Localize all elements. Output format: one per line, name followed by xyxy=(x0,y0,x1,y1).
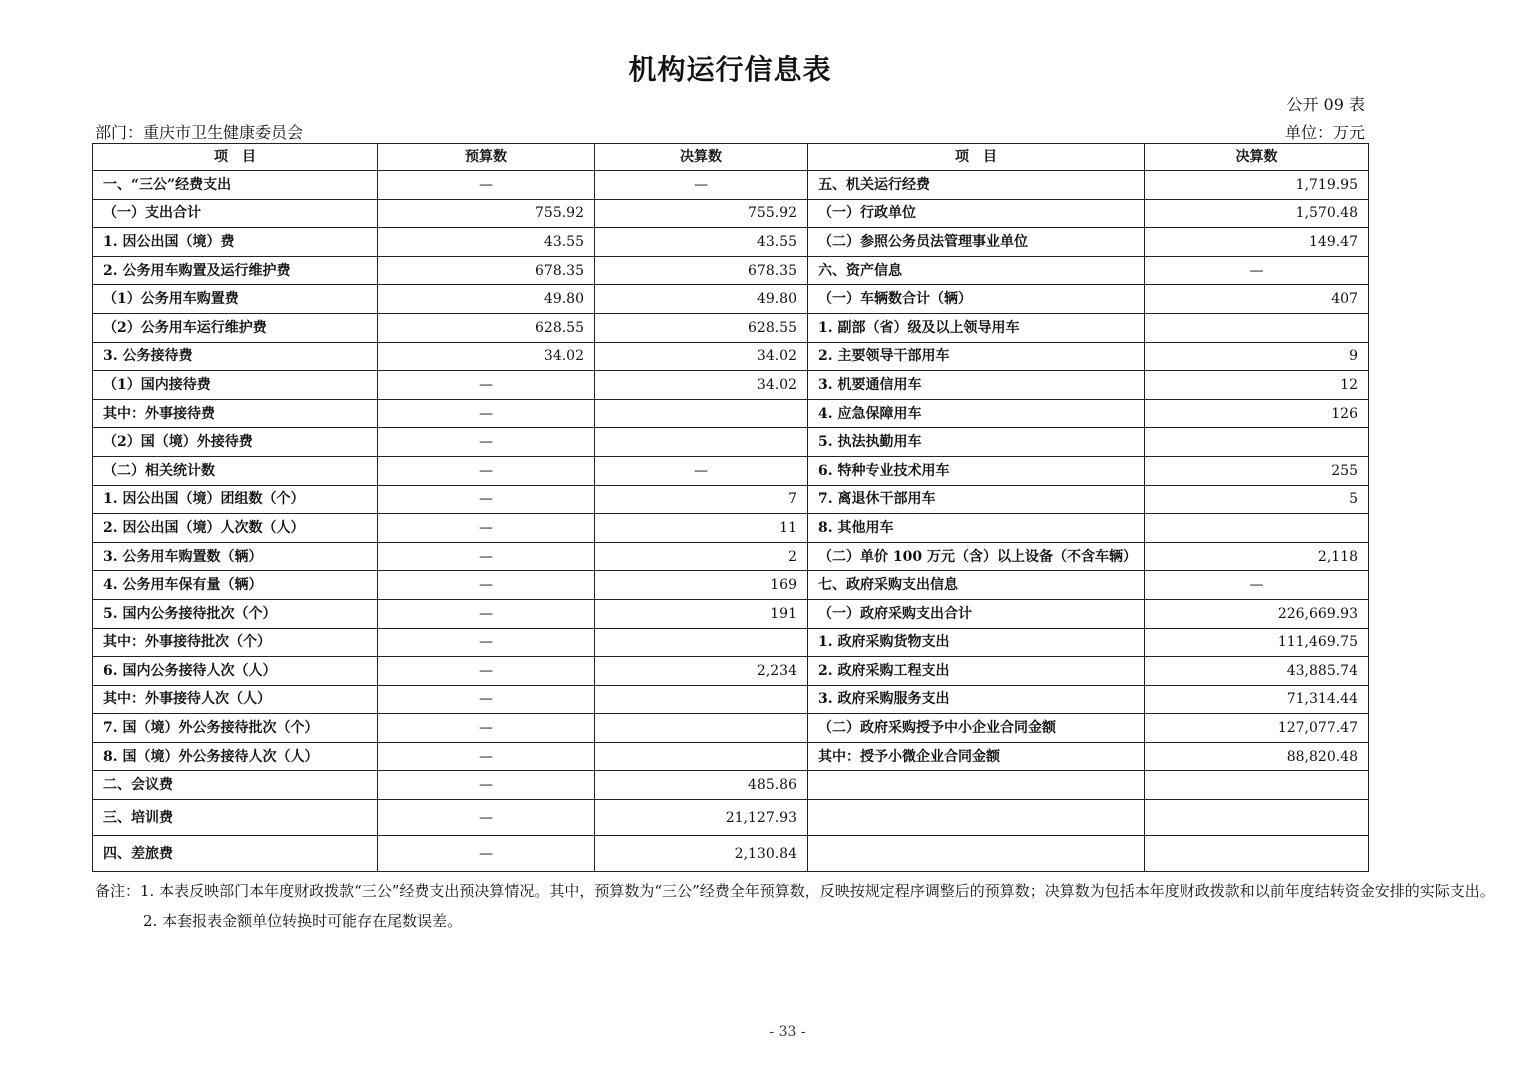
table-row xyxy=(93,371,1369,400)
budget-cell: — xyxy=(378,628,595,657)
page-number: - 33 - xyxy=(769,1024,806,1040)
final-left-cell: — xyxy=(595,171,808,200)
table-row xyxy=(93,256,1369,285)
final-right-cell xyxy=(1145,514,1369,543)
item-right-cell: 5. 执法执勤用车 xyxy=(808,428,1145,457)
budget-cell: — xyxy=(378,571,595,600)
header-budget: 预算数 xyxy=(378,144,595,171)
table-row xyxy=(93,771,1369,800)
budget-cell: — xyxy=(378,485,595,514)
item-left-cell: 其中：外事接待费 xyxy=(93,399,378,428)
table-row xyxy=(93,199,1369,228)
header-item-left: 项 目 xyxy=(93,144,378,171)
item-right-cell: 六、资产信息 xyxy=(808,256,1145,285)
item-left-cell: 5. 国内公务接待批次（个） xyxy=(93,599,378,628)
final-right-cell: 126 xyxy=(1145,399,1369,428)
table-row xyxy=(93,685,1369,714)
table-number: 公开 09 表 xyxy=(1286,95,1365,114)
budget-cell: 34.02 xyxy=(378,342,595,371)
final-left-cell: — xyxy=(595,456,808,485)
note-2: 2. 本套报表金额单位转换时可能存在尾数误差。 xyxy=(143,912,463,930)
item-left-cell: 一、“三公”经费支出 xyxy=(93,171,378,200)
final-right-cell: 255 xyxy=(1145,456,1369,485)
final-right-cell: 43,885.74 xyxy=(1145,657,1369,686)
item-left-cell: （1）国内接待费 xyxy=(93,371,378,400)
notes xyxy=(95,876,1505,936)
final-left-cell: 2,234 xyxy=(595,657,808,686)
final-left-cell: 2,130.84 xyxy=(595,836,808,872)
budget-cell: — xyxy=(378,599,595,628)
table-header-row xyxy=(93,144,1369,171)
final-right-cell xyxy=(1145,800,1369,836)
budget-cell: 43.55 xyxy=(378,228,595,257)
unit-label: 单位：万元 xyxy=(1284,123,1365,142)
final-right-cell: — xyxy=(1145,571,1369,600)
item-left-cell: （2）公务用车运行维护费 xyxy=(93,313,378,342)
item-right-cell: 七、政府采购支出信息 xyxy=(808,571,1145,600)
item-left-cell: 1. 因公出国（境）团组数（个） xyxy=(93,485,378,514)
header-item-right: 项 目 xyxy=(808,144,1145,171)
final-left-cell xyxy=(595,399,808,428)
final-left-cell: 11 xyxy=(595,514,808,543)
final-left-cell: 191 xyxy=(595,599,808,628)
final-right-cell: 149.47 xyxy=(1145,228,1369,257)
item-right-cell: 4. 应急保障用车 xyxy=(808,399,1145,428)
item-left-cell: （2）国（境）外接待费 xyxy=(93,428,378,457)
final-right-cell: 1,570.48 xyxy=(1145,199,1369,228)
department-label: 部门：重庆市卫生健康委员会 xyxy=(95,123,304,142)
final-left-cell xyxy=(595,742,808,771)
final-left-cell: 2 xyxy=(595,542,808,571)
final-right-cell: 2,118 xyxy=(1145,542,1369,571)
item-right-cell: 其中：授予小微企业合同金额 xyxy=(808,742,1145,771)
item-left-cell: 其中：外事接待人次（人） xyxy=(93,685,378,714)
item-right-cell xyxy=(808,836,1145,872)
final-left-cell xyxy=(595,685,808,714)
item-left-cell: 6. 国内公务接待人次（人） xyxy=(93,657,378,686)
budget-cell: — xyxy=(378,657,595,686)
table-row xyxy=(93,456,1369,485)
item-right-cell: （一）政府采购支出合计 xyxy=(808,599,1145,628)
item-left-cell: 二、会议费 xyxy=(93,771,378,800)
item-left-cell: 2. 因公出国（境）人次数（人） xyxy=(93,514,378,543)
table-row xyxy=(93,714,1369,743)
item-right-cell: 7. 离退休干部用车 xyxy=(808,485,1145,514)
table-row xyxy=(93,428,1369,457)
final-right-cell xyxy=(1145,428,1369,457)
table-row xyxy=(93,571,1369,600)
budget-cell: — xyxy=(378,771,595,800)
budget-cell: — xyxy=(378,371,595,400)
table-row xyxy=(93,285,1369,314)
final-right-cell: 71,314.44 xyxy=(1145,685,1369,714)
header-final-left: 决算数 xyxy=(595,144,808,171)
budget-cell: 628.55 xyxy=(378,313,595,342)
budget-cell: — xyxy=(378,456,595,485)
table-row xyxy=(93,485,1369,514)
final-right-cell: 111,469.75 xyxy=(1145,628,1369,657)
final-right-cell xyxy=(1145,836,1369,872)
final-left-cell: 169 xyxy=(595,571,808,600)
page-title: 机构运行信息表 xyxy=(628,53,832,86)
item-left-cell: （1）公务用车购置费 xyxy=(93,285,378,314)
final-right-cell: 5 xyxy=(1145,485,1369,514)
final-right-cell: 407 xyxy=(1145,285,1369,314)
final-right-cell: 226,669.93 xyxy=(1145,599,1369,628)
table-row xyxy=(93,836,1369,872)
table-row xyxy=(93,514,1369,543)
final-left-cell: 21,127.93 xyxy=(595,800,808,836)
final-right-cell: 12 xyxy=(1145,371,1369,400)
budget-cell: 678.35 xyxy=(378,256,595,285)
item-right-cell: 3. 政府采购服务支出 xyxy=(808,685,1145,714)
final-left-cell: 628.55 xyxy=(595,313,808,342)
item-right-cell: （一）行政单位 xyxy=(808,199,1145,228)
item-right-cell: （二）单价 100 万元（含）以上设备（不含车辆） xyxy=(808,542,1145,571)
budget-cell: — xyxy=(378,399,595,428)
table-row xyxy=(93,800,1369,836)
item-right-cell: （一）车辆数合计（辆） xyxy=(808,285,1145,314)
final-right-cell xyxy=(1145,771,1369,800)
item-left-cell: 2. 公务用车购置及运行维护费 xyxy=(93,256,378,285)
item-left-cell: 其中：外事接待批次（个） xyxy=(93,628,378,657)
final-left-cell: 7 xyxy=(595,485,808,514)
final-left-cell: 34.02 xyxy=(595,371,808,400)
table-row xyxy=(93,628,1369,657)
institution-operation-table xyxy=(92,143,1369,872)
item-right-cell: 1. 副部（省）级及以上领导用车 xyxy=(808,313,1145,342)
item-right-cell: 8. 其他用车 xyxy=(808,514,1145,543)
item-left-cell: 3. 公务用车购置数（辆） xyxy=(93,542,378,571)
final-left-cell xyxy=(595,714,808,743)
budget-cell: — xyxy=(378,800,595,836)
final-right-cell: 9 xyxy=(1145,342,1369,371)
item-right-cell: 1. 政府采购货物支出 xyxy=(808,628,1145,657)
table-row xyxy=(93,342,1369,371)
table-row xyxy=(93,313,1369,342)
final-right-cell xyxy=(1145,313,1369,342)
final-right-cell: — xyxy=(1145,256,1369,285)
budget-cell: — xyxy=(378,714,595,743)
budget-cell: — xyxy=(378,685,595,714)
item-left-cell: 4. 公务用车保有量（辆） xyxy=(93,571,378,600)
budget-cell: 755.92 xyxy=(378,199,595,228)
table-row xyxy=(93,542,1369,571)
budget-cell: — xyxy=(378,428,595,457)
item-right-cell: （二）政府采购授予中小企业合同金额 xyxy=(808,714,1145,743)
item-right-cell xyxy=(808,800,1145,836)
item-left-cell: 8. 国（境）外公务接待人次（人） xyxy=(93,742,378,771)
budget-cell: — xyxy=(378,542,595,571)
item-right-cell: 2. 主要领导干部用车 xyxy=(808,342,1145,371)
item-left-cell: 四、差旅费 xyxy=(93,836,378,872)
final-right-cell: 127,077.47 xyxy=(1145,714,1369,743)
table-row xyxy=(93,742,1369,771)
table-body xyxy=(93,171,1369,872)
header-final-right: 决算数 xyxy=(1145,144,1369,171)
final-right-cell: 88,820.48 xyxy=(1145,742,1369,771)
final-left-cell: 34.02 xyxy=(595,342,808,371)
item-right-cell: 3. 机要通信用车 xyxy=(808,371,1145,400)
final-left-cell: 755.92 xyxy=(595,199,808,228)
item-left-cell: 7. 国（境）外公务接待批次（个） xyxy=(93,714,378,743)
table-row xyxy=(93,171,1369,200)
table-row xyxy=(93,228,1369,257)
item-left-cell: （二）相关统计数 xyxy=(93,456,378,485)
final-left-cell: 678.35 xyxy=(595,256,808,285)
budget-cell: — xyxy=(378,171,595,200)
item-right-cell: 6. 特种专业技术用车 xyxy=(808,456,1145,485)
budget-cell: — xyxy=(378,836,595,872)
table-row xyxy=(93,657,1369,686)
budget-cell: 49.80 xyxy=(378,285,595,314)
item-left-cell: 三、培训费 xyxy=(93,800,378,836)
item-left-cell: 1. 因公出国（境）费 xyxy=(93,228,378,257)
item-right-cell: 2. 政府采购工程支出 xyxy=(808,657,1145,686)
final-left-cell: 49.80 xyxy=(595,285,808,314)
item-right-cell: 五、机关运行经费 xyxy=(808,171,1145,200)
final-left-cell: 43.55 xyxy=(595,228,808,257)
final-right-cell: 1,719.95 xyxy=(1145,171,1369,200)
budget-cell: — xyxy=(378,514,595,543)
final-left-cell xyxy=(595,628,808,657)
item-left-cell: 3. 公务接待费 xyxy=(93,342,378,371)
item-right-cell: （二）参照公务员法管理事业单位 xyxy=(808,228,1145,257)
budget-cell: — xyxy=(378,742,595,771)
table-row xyxy=(93,599,1369,628)
table-row xyxy=(93,399,1369,428)
item-left-cell: （一）支出合计 xyxy=(93,199,378,228)
item-right-cell xyxy=(808,771,1145,800)
final-left-cell xyxy=(595,428,808,457)
final-left-cell: 485.86 xyxy=(595,771,808,800)
note-1: 备注：1. 本表反映部门本年度财政拨款“三公”经费支出预决算情况。其中，预算数为“三公”经费全年预算数，反映按规定程序调整后的预算数；决算数为包括本年度财政拨款和以前年度结转资金安排的实际支出。 xyxy=(95,882,1495,900)
